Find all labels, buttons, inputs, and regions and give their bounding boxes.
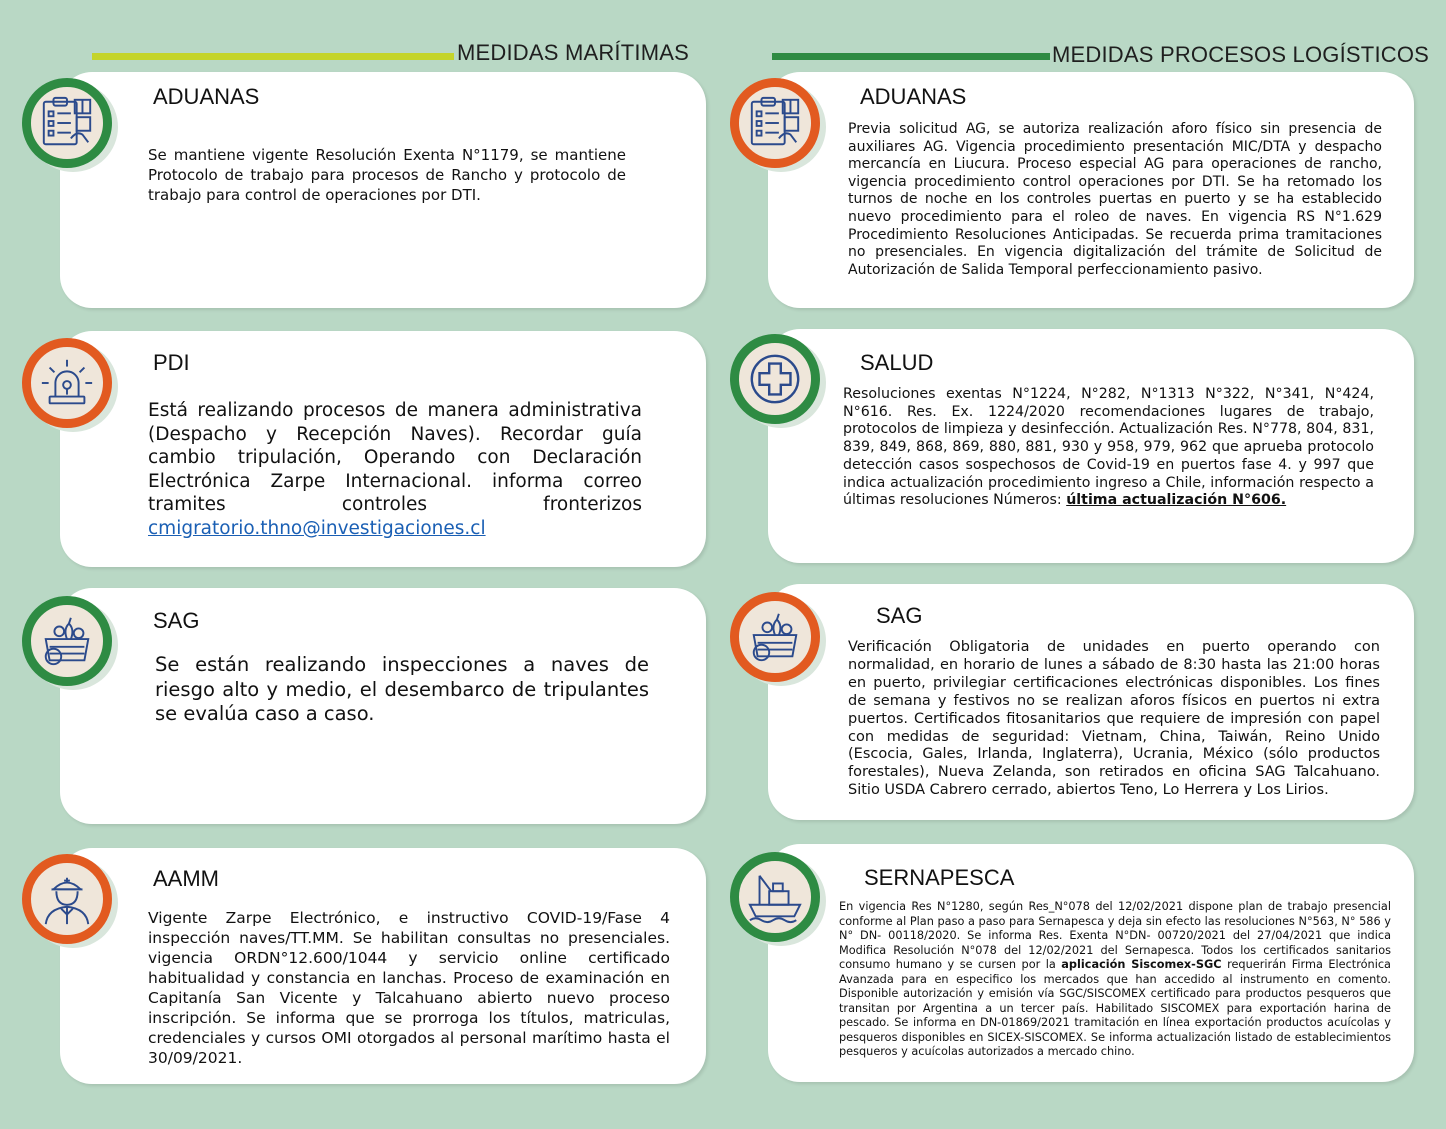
title-left-aduanas: ADUANAS [153, 84, 260, 109]
pdi-email-link[interactable]: cmigratorio.thno@investigaciones.cl [148, 517, 486, 539]
checklist-clipboard-icon [746, 94, 804, 152]
badge-left-pdi [22, 338, 112, 428]
title-left-pdi: PDI [153, 350, 190, 375]
text-right-aduanas: Previa solicitud AG, se autoriza realización aforo físico sin presencia de auxiliares AG. Vigencia procedimiento presentación MIC/DTA y despacho mercancía en Liucura. Proceso especial AG para operaciones de rancho, vigencia procedimiento control operaciones por DTI. Se ha retomado los turnos de noche en los controles puertas en puerto y se ha establecido nuevo procedimiento para el roleo de naves. En vigencia RS N°1.629 Procedimiento Resoluciones Anticipadas. Se recuerda prima tramitaciones no presenciales. En vigencia digitalización del trámite de Solicitud de Autorización de Salida Temporal perfeccionamiento pasivo. [848, 121, 1382, 278]
badge-left-sag [22, 596, 112, 686]
title-right-sag: SAG [876, 603, 923, 628]
badge-right-aduanas [730, 78, 820, 168]
badge-right-sag [730, 592, 820, 682]
badge-right-salud [730, 334, 820, 424]
text-left-pdi [148, 399, 642, 540]
title-left-aamm: AAMM [153, 866, 219, 891]
captain-icon [38, 870, 96, 928]
text-right-sag: Verificación Obligatoria de unidades en puerto operando con normalidad, en horario de lunes a sábado de 8:30 hasta las 21:00 horas en puerto, privilegiar certificaciones electrónicas disponibles. Los fines de semana y festivos no se realizan aforos físicos en puertos ni extra puertos. Certificados fitosanitarios que requiere de impresión con papel con medidas de seguridad: Vietnam, China, Taiwán, Reino Unido (Escocia, Gales, Irlanda, Inglaterra), Ucrania, México (sólo productos forestales), Nueva Zelanda, son retirados en oficina SAG Talcahuano. Sitio USDA Cabrero cerrado, abiertos Teno, Lo Herrera y Los Lirios. [848, 639, 1380, 799]
produce-basket-icon [38, 612, 96, 670]
medical-cross-icon [746, 350, 804, 408]
fishing-vessel-icon [746, 868, 804, 926]
text-right-sernapesca [839, 900, 1391, 1060]
right-header: MEDIDAS PROCESOS LOGÍSTICOS [1052, 42, 1430, 67]
title-right-sernapesca: SERNAPESCA [864, 865, 1015, 890]
left-header: MEDIDAS MARÍTIMAS [457, 40, 689, 65]
badge-left-aduanas [22, 78, 112, 168]
badge-left-aamm [22, 854, 112, 944]
text-left-aamm: Vigente Zarpe Electrónico, e instructivo COVID-19/Fase 4 inspección naves/TT.MM. Se habilitan consultas no presenciales. vigencia ORDN°12.600/1044 y servicio online certificado habitualidad y constancia en lanchas. Proceso de examinación en Capitanía San Vicente y Talcahuano abierto nuevo proceso inscripción. Se informa que se prorroga los títulos, matriculas, credenciales y cursos OMI otorgados al personal marítimo hasta el 30/09/2021. [148, 909, 670, 1067]
siren-icon [38, 354, 96, 412]
title-right-aduanas: ADUANAS [860, 84, 967, 109]
text-left-aduanas: Se mantiene vigente Resolución Exenta N°1179, se mantiene Protocolo de trabajo para procesos de Rancho y protocolo de trabajo para control de operaciones por DTI. [148, 146, 626, 204]
checklist-clipboard-icon [38, 94, 96, 152]
text-right-salud [843, 386, 1374, 510]
text-left-pdi-body: Está realizando procesos de manera administrativa (Despacho y Recepción Naves). Recordar guía cambio tripulación, Operando con Declaración Electrónica Zarpe Internacional. informa correo tramites controles fronterizos [148, 400, 642, 515]
salud-update-link[interactable]: última actualización N°606. [1066, 492, 1287, 509]
produce-basket-icon [746, 608, 804, 666]
text-right-salud-body: Resoluciones exentas N°1224, N°282, N°1313 N°322, N°341, N°424, N°616. Res. Ex. 1224/2020 recomendaciones lugares de trabajo, protocolos de limpieza y desinfección. Actualización Res. N°778, 804, 831, 839, 849, 868, 869, 880, 881, 930 y 958, 979, 962 que aprueba protocolo detección casos sospechosos de Covid-19 en puertos fase 4. y 997 que indica actualización procedimiento ingreso a Chile, información respecto a últimas resoluciones Números: [843, 386, 1374, 509]
text-left-sag: Se están realizando inspecciones a naves de riesgo alto y medio, el desembarco de tripulantes se evalúa caso a caso. [155, 653, 649, 725]
badge-right-sernapesca [730, 852, 820, 942]
title-right-salud: SALUD [860, 350, 934, 375]
text-right-sernapesca-b: requerirán Firma Electrónica Avanzada para en especifico los mercados que han accedido al instrumento en comento. Disponible autorización y emisión vía SGC/SISCOMEX certificado para productos pesqueros que transitan por Argentina a un tercer país. Habilitado SISCOMEX para exportación harina de pescado. Se informa en DN-01869/2021 tramitación en línea exportación productos acuícolas y pesqueros disponibles en SICEX-SISCOMEX. Se informa actualización listado de establecimientos pesqueros y acuícolas autorizados a mercado chino. [839, 958, 1391, 1058]
text-right-sernapesca-a: En vigencia Res N°1280, según Res_N°078 del 12/02/2021 dispone plan de trabajo presencial conforme al Plan paso a paso para Sernapesca y deja sin efecto las resoluciones N°563, N° 586 y N° DN- 00118/2020. Se informa Res. Exenta N°DN- 00720/2021 del 27/04/2021 que indica Modifica Resolución N°078 del 12/02/2021 del Sernapesca. Todos los certificados sanitarios consumo humano y se cursen por la [839, 900, 1391, 971]
right-header-bar [772, 53, 1050, 60]
left-header-bar [92, 53, 454, 60]
title-left-sag: SAG [153, 608, 200, 633]
text-right-sernapesca-bold: aplicación Siscomex-SGC [1061, 958, 1222, 971]
